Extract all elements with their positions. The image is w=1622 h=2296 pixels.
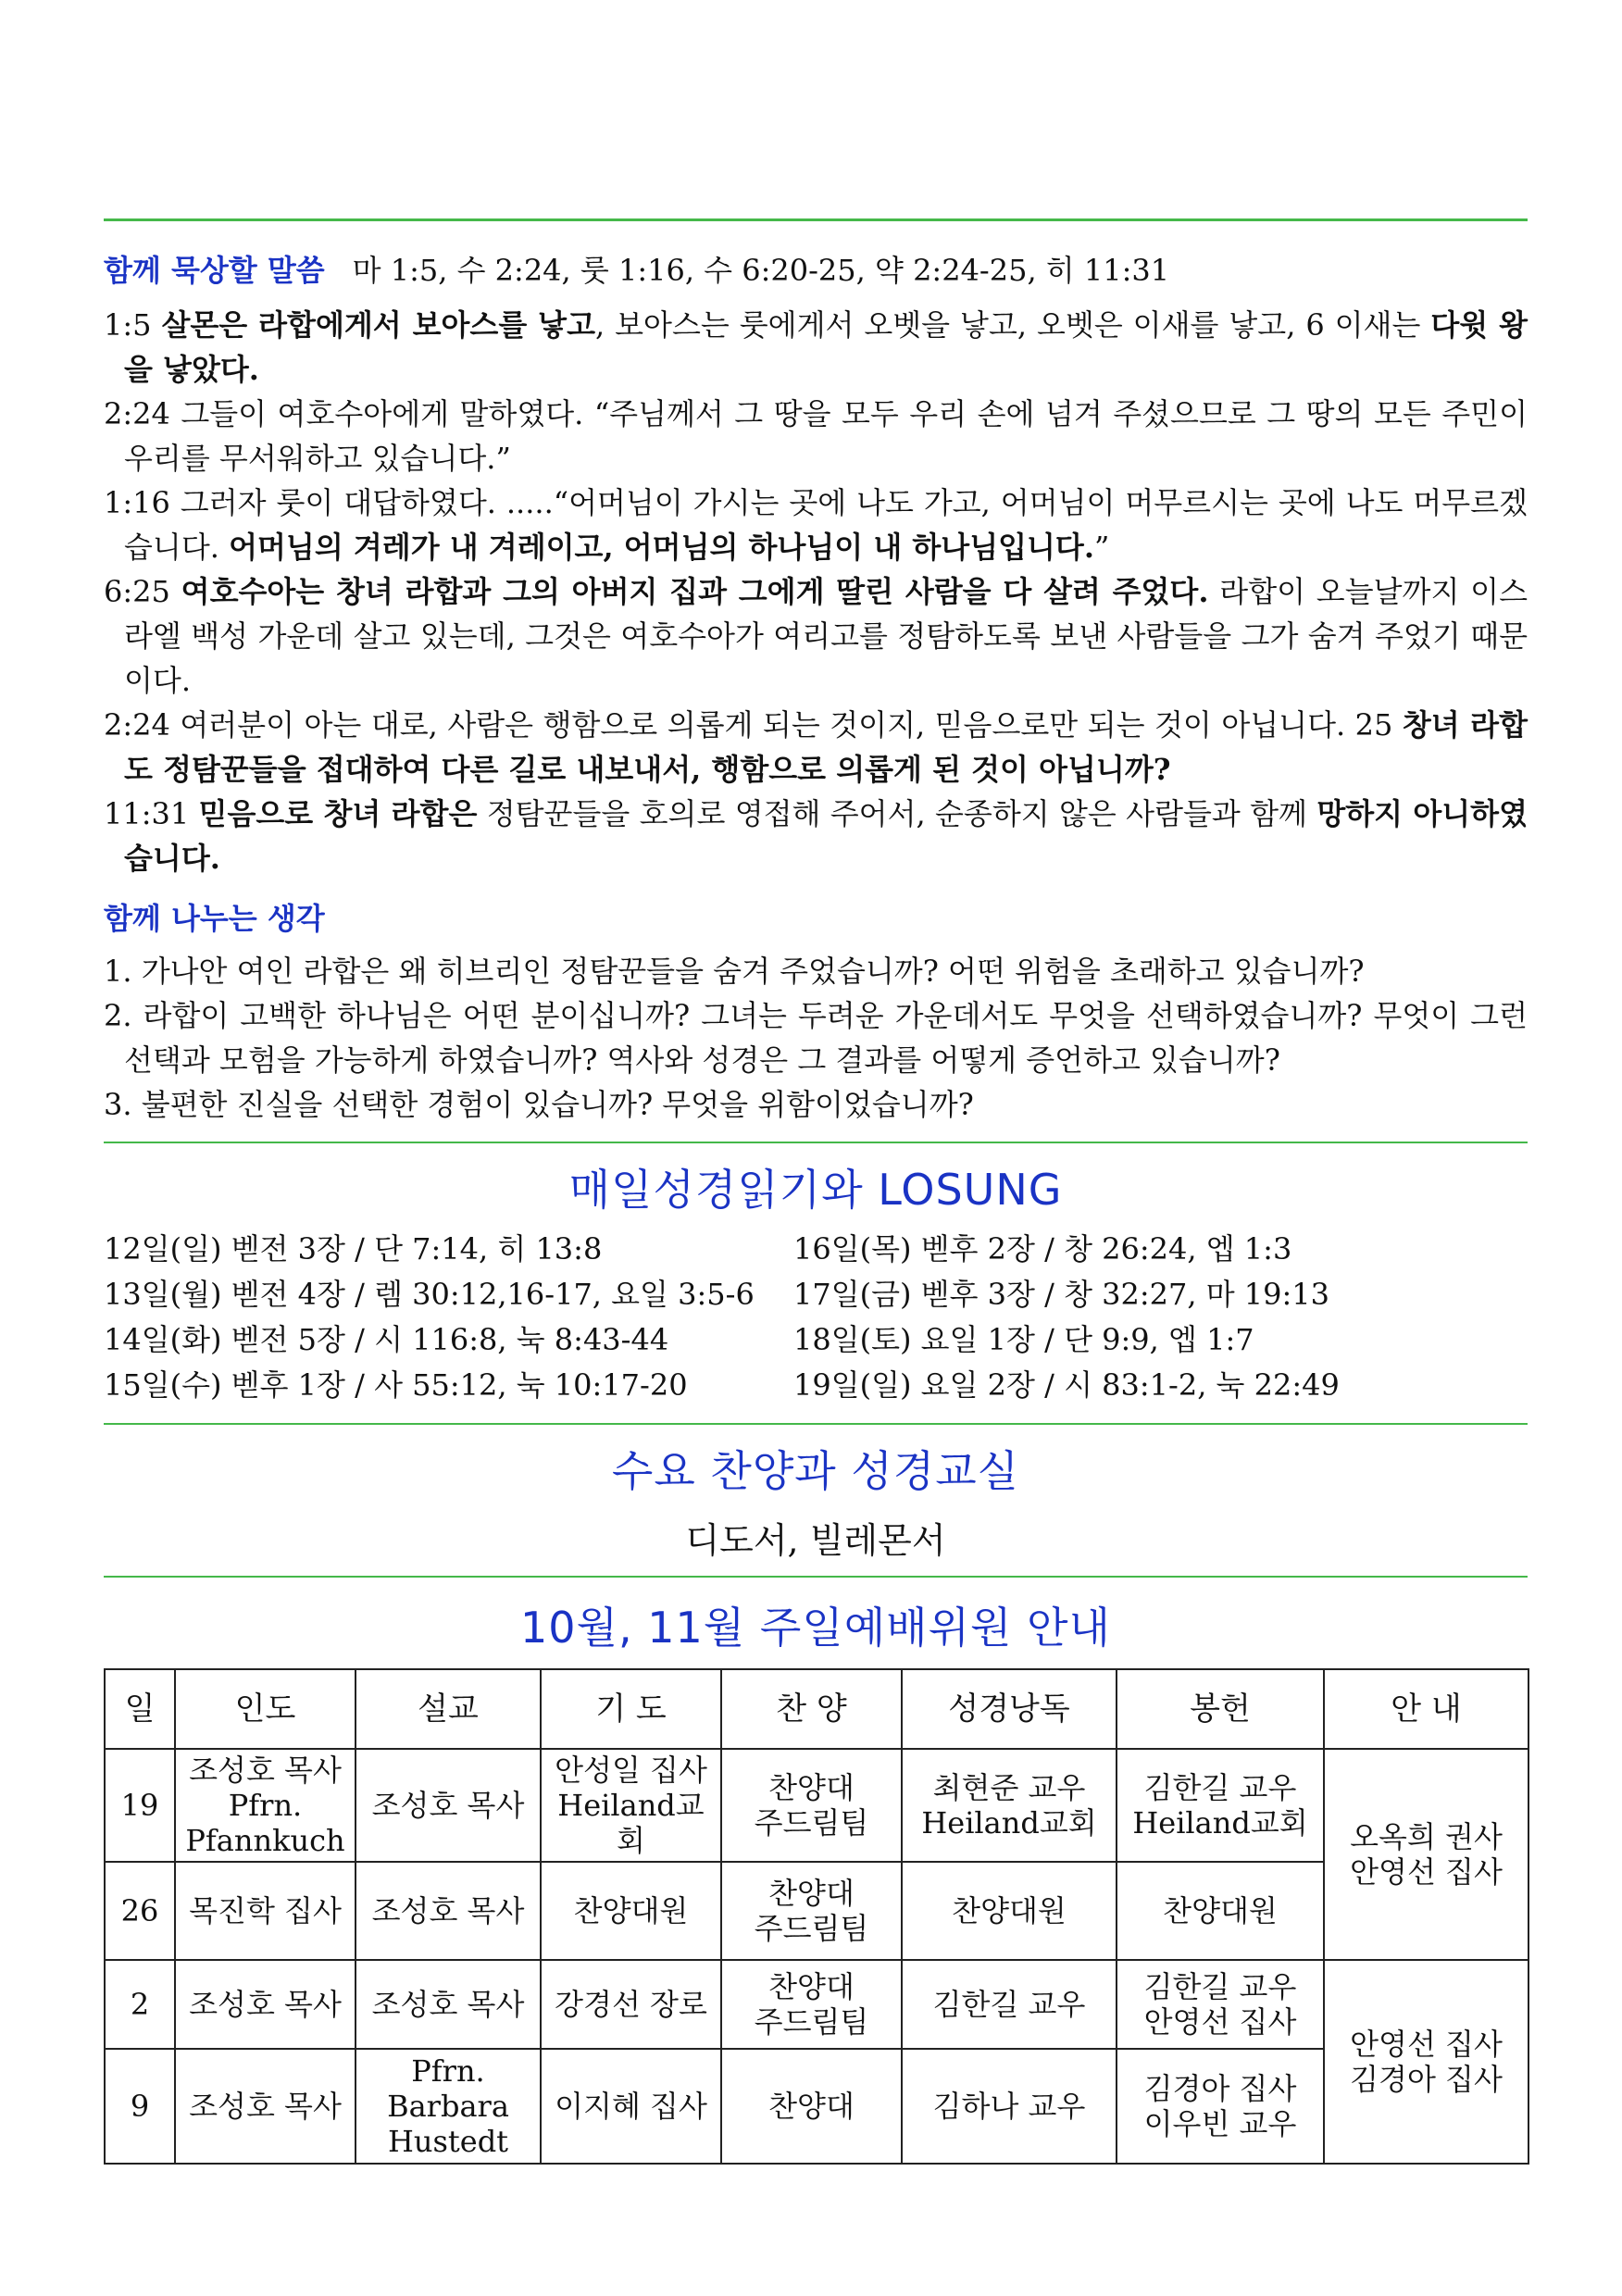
cell-day: 9 xyxy=(105,2049,175,2164)
cell-praise: 찬양대 주드림팀 xyxy=(721,1749,902,1862)
verse-item: 2:24 여러분이 아는 대로, 사람은 행함으로 의롭게 되는 것이지, 믿음으로만 되는 것이 아닙니다. 25 창녀 라합도 정탐꾼들을 접대하여 다른 길로 내보내서, 행함으로 의롭게 된 것이 아닙니까? xyxy=(104,707,1528,787)
meditation-references: 마 1:5, 수 2:24, 룻 1:16, 수 6:20-25, 약 2:24-25, 히 11:31 xyxy=(352,253,1170,288)
header-praise: 찬 양 xyxy=(721,1669,902,1749)
bulletin-page xyxy=(104,218,1528,2165)
header-offering: 봉헌 xyxy=(1117,1669,1324,1749)
cell-day: 26 xyxy=(105,1862,175,1960)
schedule-item: 17일(금) 벧후 3장 / 창 32:27, 마 19:13 xyxy=(793,1277,1330,1312)
table-row xyxy=(105,1960,1528,2049)
meditation-title: 함께 묵상할 말씀 xyxy=(104,253,325,288)
cell-sermon: Pfrn. Barbara Hustedt xyxy=(356,2049,541,2164)
cell-reading: 최현준 교우 Heiland교회 xyxy=(902,1749,1117,1862)
cell-sermon: 조성호 목사 xyxy=(356,1862,541,1960)
verse-item: 6:25 여호수아는 창녀 라합과 그의 아버지 집과 그에게 딸린 사람을 다 살려 주었다. 라합이 오늘날까지 이스라엘 백성 가운데 살고 있는데, 그것은 여호수아가 여리고를 정탐하도록 보낸 사람들을 그가 숨겨 주었기 때문이다. xyxy=(104,574,1528,698)
cell-prayer: 강경선 장로 xyxy=(541,1960,721,2049)
wednesday-subtitle: 디도서, 빌레몬서 xyxy=(685,1520,946,1561)
cell-reading: 김한길 교우 xyxy=(902,1960,1117,2049)
header-prayer: 기 도 xyxy=(541,1669,721,1749)
schedule-item: 12일(일) 벧전 3장 / 단 7:14, 히 13:8 xyxy=(104,1231,603,1267)
cell-praise: 찬양대 주드림팀 xyxy=(721,1960,902,2049)
header-sermon: 설교 xyxy=(356,1669,541,1749)
cell-sermon: 조성호 목사 xyxy=(356,1960,541,2049)
header-guide: 안 내 xyxy=(1324,1669,1528,1749)
verse-item: 11:31 믿음으로 창녀 라합은 정탐꾼들을 호의로 영접해 주어서, 순종하지 않은 사람들과 함께 망하지 아니하였습니다. xyxy=(104,796,1528,876)
cell-offering: 김한길 교우 안영선 집사 xyxy=(1117,1960,1324,2049)
schedule-item: 16일(목) 벧후 2장 / 창 26:24, 엡 1:3 xyxy=(793,1231,1292,1267)
question-list xyxy=(104,949,1528,1127)
table-row xyxy=(105,1862,1528,1960)
verse-list xyxy=(104,303,1528,880)
cell-offering: 김경아 집사 이우빈 교우 xyxy=(1117,2049,1324,2164)
cell-prayer: 찬양대원 xyxy=(541,1862,721,1960)
schedule-right-column xyxy=(793,1227,1528,1408)
header-lead: 인도 xyxy=(175,1669,356,1749)
duty-table xyxy=(104,1668,1529,2165)
header-day: 일 xyxy=(105,1669,175,1749)
table-header-row xyxy=(105,1669,1528,1749)
top-divider xyxy=(104,218,1528,221)
divider xyxy=(104,1142,1528,1143)
cell-lead: 조성호 목사 xyxy=(175,2049,356,2164)
cell-day: 2 xyxy=(105,1960,175,2049)
meditation-header xyxy=(104,247,1528,290)
sharing-title: 함께 나누는 생각 xyxy=(104,901,325,936)
cell-guide: 오옥희 권사 안영선 집사 xyxy=(1324,1749,1528,1960)
duty-table-title: 10월, 11월 주일예배위원 안내 xyxy=(520,1603,1111,1653)
cell-reading: 김하나 교우 xyxy=(902,2049,1117,2164)
cell-sermon: 조성호 목사 xyxy=(356,1749,541,1862)
schedule-item: 13일(월) 벧전 4장 / 렘 30:12,16-17, 요일 3:5-6 xyxy=(104,1277,755,1312)
cell-offering: 김한길 교우 Heiland교회 xyxy=(1117,1749,1324,1862)
schedule-item: 15일(수) 벧후 1장 / 사 55:12, 눅 10:17-20 xyxy=(104,1367,688,1403)
schedule-item: 19일(일) 요일 2장 / 시 83:1-2, 눅 22:49 xyxy=(793,1367,1340,1403)
cell-praise: 찬양대 주드림팀 xyxy=(721,1862,902,1960)
verse-item: 1:5 살몬은 라합에게서 보아스를 낳고, 보아스는 룻에게서 오벳을 낳고, 오벳은 이새를 낳고, 6 이새는 다윗 왕을 낳았다. xyxy=(104,307,1528,387)
schedule-item: 18일(토) 요일 1장 / 단 9:9, 엡 1:7 xyxy=(793,1322,1254,1357)
header-reading: 성경낭독 xyxy=(902,1669,1117,1749)
cell-prayer: 이지혜 집사 xyxy=(541,2049,721,2164)
schedule-left-column xyxy=(104,1227,793,1408)
question-item: 2. 라합이 고백한 하나님은 어떤 분이십니까? 그녀는 두려운 가운데서도 무엇을 선택하였습니까? 무엇이 그런 선택과 모험을 가능하게 하였습니까? 역사와 성경은 그 결과를 어떻게 증언하고 있습니까? xyxy=(104,998,1528,1078)
cell-praise: 찬양대 xyxy=(721,2049,902,2164)
table-row xyxy=(105,1749,1528,1862)
cell-lead: 목진학 집사 xyxy=(175,1862,356,1960)
cell-lead: 조성호 목사 xyxy=(175,1960,356,2049)
verse-item: 1:16 그러자 룻이 대답하였다. .....“어머님이 가시는 곳에 나도 가고, 어머님이 머무르시는 곳에 나도 머무르겠습니다. 어머님의 겨레가 내 겨레이고, 어머님의 하나님이 내 하나님입니다.” xyxy=(104,485,1528,565)
cell-offering: 찬양대원 xyxy=(1117,1862,1324,1960)
divider xyxy=(104,1576,1528,1578)
cell-guide: 안영선 집사 김경아 집사 xyxy=(1324,1960,1528,2164)
cell-prayer: 안성일 집사 Heiland교회 xyxy=(541,1749,721,1862)
schedule-item: 14일(화) 벧전 5장 / 시 116:8, 눅 8:43-44 xyxy=(104,1322,669,1357)
question-item: 1. 가나안 여인 라합은 왜 히브리인 정탐꾼들을 숨겨 주었습니까? 어떤 위험을 초래하고 있습니까? xyxy=(104,954,1365,989)
wednesday-title: 수요 찬양과 성경교실 xyxy=(611,1446,1020,1496)
verse-item: 2:24 그들이 여호수아에게 말하였다. “주님께서 그 땅을 모두 우리 손에 넘겨 주셨으므로 그 땅의 모든 주민이 우리를 무서워하고 있습니다.” xyxy=(104,396,1528,476)
cell-day: 19 xyxy=(105,1749,175,1862)
reading-schedule xyxy=(104,1227,1528,1408)
cell-reading: 찬양대원 xyxy=(902,1862,1117,1960)
daily-reading-title: 매일성경읽기와 LOSUNG xyxy=(568,1165,1063,1215)
question-item: 3. 불편한 진실을 선택한 경험이 있습니까? 무엇을 위함이었습니까? xyxy=(104,1087,974,1122)
divider xyxy=(104,1423,1528,1425)
cell-lead: 조성호 목사 Pfrn. Pfannkuch xyxy=(175,1749,356,1862)
table-row xyxy=(105,2049,1528,2164)
